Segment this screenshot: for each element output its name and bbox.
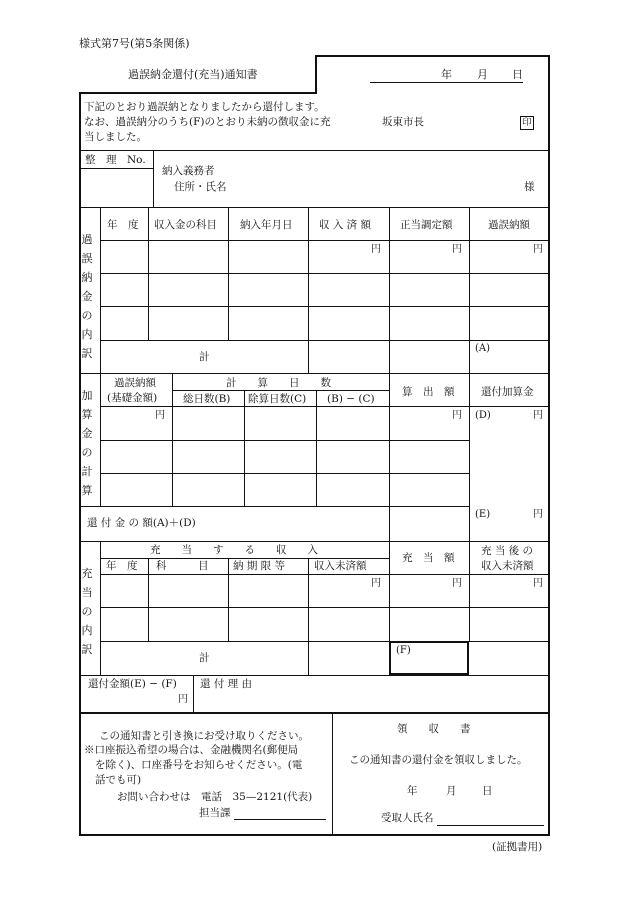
receipt-title: 領 収 書 [397,723,471,735]
breakdown-side-label: 過 誤 納 金 の 内 訳 [81,233,93,360]
allocated-revenue-header: 充 当 す る 収 入 [150,544,318,556]
column-divider [228,558,229,641]
unit-yen: 円 [533,244,543,255]
address-name-label: 住所・氏名 [174,181,227,193]
column-divider [153,150,154,208]
issuer-name: 坂東市長 [382,116,424,128]
unit-yen: 円 [178,694,188,705]
receipt-year: 年 [407,785,418,797]
col-applied-amount: 充 当 額 [402,552,455,564]
column-divider [469,373,470,541]
unit-yen: 円 [371,244,381,255]
col-correct-assessment: 正当調定額 [400,219,453,231]
col-overpayment: 過誤納額 [488,219,530,231]
unit-yen: 円 [533,578,543,589]
column-divider [332,713,333,835]
form-border [315,55,317,93]
row-divider [100,306,549,307]
col-due-date: 納 期 限 等 [233,560,286,572]
form-number: 様式第7号(第5条関係) [79,37,190,50]
form-border [315,55,550,57]
row-divider [100,240,549,241]
unit-yen: 円 [452,410,462,421]
col-after-allocation: 充 当 後 の [481,545,534,557]
footer-copy-type: (証拠書用) [492,841,543,853]
base-amount-sub: (基礎金額) [107,392,158,404]
date-year: 年 [441,68,452,81]
col-calculated-amount: 算 出 額 [402,386,455,398]
form-border [79,834,550,836]
col-alloc-item: 科 目 [156,560,209,572]
recipient-name-label: 受取人氏名 [381,812,434,824]
intro-line-3: 当しました。 [84,131,147,143]
refund-reason-label: 還 付 理 由 [200,678,253,690]
row-divider [100,558,389,559]
row-divider [100,273,549,274]
col-amount-received: 収 入 済 額 [319,219,372,231]
row-divider [172,390,389,391]
interest-side-label: 加 算 金 の 計 算 [81,389,93,497]
unit-yen: 円 [452,244,462,255]
note-line-4: 話でも可) [95,774,142,786]
col-excluded-days: 除算日数(C) [248,393,307,405]
department-label: 担当課 [199,807,231,819]
row-divider [100,607,549,608]
row-divider [80,506,469,507]
row-divider [100,406,549,407]
refund-amount-label: 還 付 金 の 額(A)＋(D) [87,517,196,529]
form-title: 過誤納金還付(充当)通知書 [128,68,258,81]
honorific-sama: 様 [524,181,535,193]
form-border [548,55,550,836]
column-divider [308,558,309,675]
row-divider [100,574,549,575]
alloc-total-label: 計 [199,652,210,664]
refund-summary-label: 還付金額(E) − (F) [88,678,177,690]
row-divider [100,473,469,474]
reference-number-label: 整 理 No. [85,154,146,166]
col-unpaid-amount: 収入未済額 [314,560,367,572]
mark-d: (D) [475,410,491,421]
column-divider [389,207,390,675]
intro-line-1: 下記のとおり過誤納となりましたから還付します。 [84,101,325,113]
column-divider [244,390,245,506]
recipient-name-underline [437,825,544,826]
date-day: 日 [512,68,523,81]
unit-yen: 円 [452,578,462,589]
note-line-1: この通知書と引き換にお受け取りください。 [99,730,309,742]
allocation-side-label: 充 当 の 内 訳 [81,567,93,656]
row-divider [80,150,549,151]
row-divider [100,641,549,642]
row-divider [80,712,549,714]
col-total-days: 総日数(B) [183,393,231,405]
receipt-day: 日 [482,785,493,797]
row-divider [80,207,549,208]
unit-yen: 円 [533,509,543,520]
column-divider [469,207,470,373]
department-underline [234,819,326,820]
date-month: 月 [477,68,488,81]
taxpayer-label: 納入義務者 [162,165,215,177]
col-net-days: (B) − (C) [327,393,375,405]
unit-yen: 円 [533,410,543,421]
col-revenue-item: 収入金の科目 [154,219,217,231]
note-line-2: ※口座振込希望の場合は、金融機関名(郵便局 [84,744,299,756]
total-label: 計 [199,351,210,363]
col-after-unpaid: 収入未済額 [481,560,534,572]
column-divider [100,207,101,373]
col-refund-interest: 還付加算金 [481,386,534,398]
column-divider [308,207,309,373]
row-divider [80,373,549,374]
base-amount-label: 過誤納額 [114,377,156,389]
row-divider [100,340,549,341]
column-divider [193,675,194,713]
contact-phone: お問い合わせは 電話 35—2121(代表) [117,791,313,803]
column-divider [469,541,470,641]
col-fiscal-year: 年 度 [107,219,139,231]
row-divider [80,541,549,542]
receipt-text: この通知書の還付金を領収しました。 [349,754,528,766]
unit-yen: 円 [371,578,381,589]
unit-yen: 円 [155,410,165,421]
mark-f: (F) [396,645,411,656]
receipt-month: 月 [446,785,457,797]
column-divider [148,558,149,641]
column-divider [316,390,317,506]
note-line-3: を除く)、口座番号をお知らせください。(電 [95,759,303,771]
seal-mark: 印 [520,116,534,130]
col-payment-date: 納入年月日 [240,219,293,231]
date-underline [370,82,523,83]
form-border [79,92,317,94]
mark-a: (A) [475,343,491,354]
mark-e: (E) [475,509,491,520]
day-count-header: 計 算 日 数 [226,377,331,389]
row-divider [80,168,153,169]
row-divider [100,440,469,441]
intro-line-2: なお、過誤納分のうち(F)のとおり未納の徴収金に充 [84,116,331,128]
col-alloc-year: 年 度 [106,560,138,572]
column-divider [100,541,101,675]
row-divider [80,675,549,676]
